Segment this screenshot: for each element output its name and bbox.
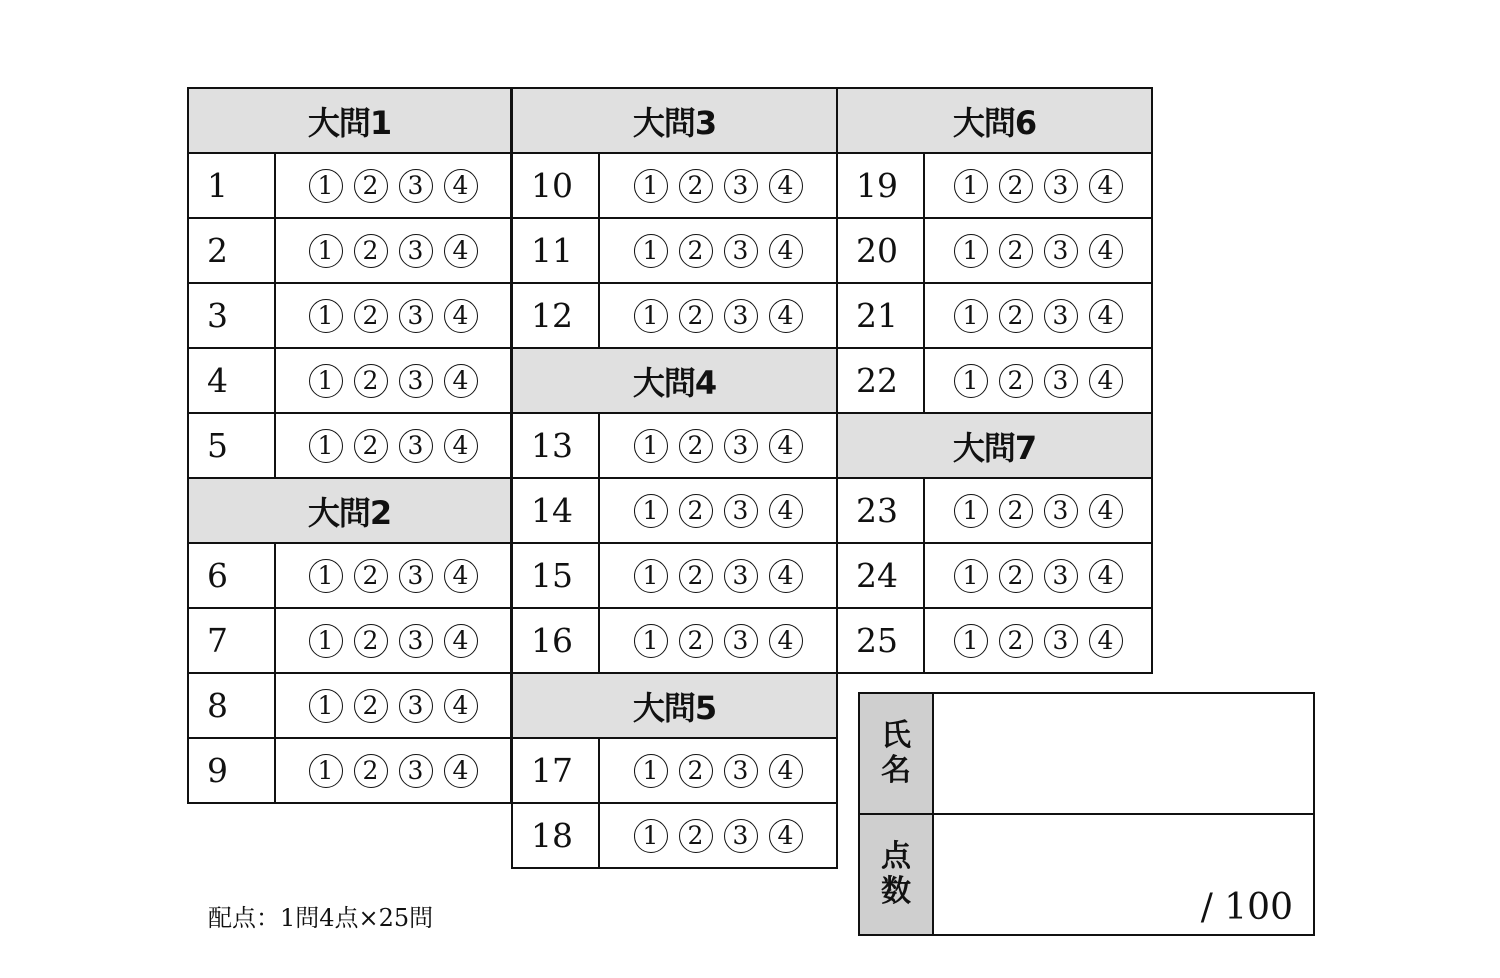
- answer-option-bubble[interactable]: 3: [399, 689, 433, 723]
- answer-options: [598, 217, 838, 284]
- answer-option-bubble[interactable]: 4: [444, 624, 478, 658]
- answer-option-bubble[interactable]: 4: [1089, 169, 1123, 203]
- answer-option-bubble[interactable]: 2: [999, 624, 1033, 658]
- question-number: 23: [836, 477, 925, 544]
- answer-options: [598, 737, 838, 804]
- answer-option-bubble[interactable]: 3: [724, 559, 758, 593]
- answer-option-bubble[interactable]: 2: [354, 429, 388, 463]
- question-number: 14: [511, 477, 600, 544]
- question-number: 7: [187, 607, 276, 674]
- answer-option-bubble[interactable]: 2: [354, 559, 388, 593]
- answer-options: [274, 607, 512, 674]
- answer-options: [923, 217, 1153, 284]
- scoring-note: 配点：1問4点×25問: [208, 904, 434, 932]
- name-label-char-1: 氏: [881, 718, 911, 753]
- answer-option-bubble[interactable]: 3: [399, 754, 433, 788]
- question-number: 13: [511, 412, 600, 479]
- answer-option-bubble[interactable]: 1: [954, 624, 988, 658]
- answer-option-bubble[interactable]: 3: [399, 169, 433, 203]
- answer-options: [274, 152, 512, 219]
- answer-option-bubble[interactable]: 1: [309, 754, 343, 788]
- answer-option-bubble[interactable]: 3: [724, 429, 758, 463]
- answer-options: [923, 347, 1153, 414]
- answer-option-bubble[interactable]: 2: [679, 819, 713, 853]
- answer-option-bubble[interactable]: 4: [769, 429, 803, 463]
- answer-option-bubble[interactable]: 4: [769, 559, 803, 593]
- answer-option-bubble[interactable]: 2: [354, 299, 388, 333]
- answer-option-bubble[interactable]: 3: [1044, 559, 1078, 593]
- answer-option-bubble[interactable]: 1: [954, 494, 988, 528]
- answer-option-bubble[interactable]: 2: [679, 234, 713, 268]
- answer-option-bubble[interactable]: 3: [399, 234, 433, 268]
- answer-option-bubble[interactable]: 1: [309, 689, 343, 723]
- question-number: 20: [836, 217, 925, 284]
- answer-option-bubble[interactable]: 3: [1044, 494, 1078, 528]
- answer-option-bubble[interactable]: 4: [444, 559, 478, 593]
- answer-option-bubble[interactable]: 2: [679, 624, 713, 658]
- answer-options: [923, 607, 1153, 674]
- answer-option-bubble[interactable]: 4: [1089, 624, 1123, 658]
- answer-option-bubble[interactable]: 4: [769, 624, 803, 658]
- answer-option-bubble[interactable]: 2: [354, 234, 388, 268]
- question-number: 18: [511, 802, 600, 869]
- answer-option-bubble[interactable]: 1: [309, 429, 343, 463]
- answer-option-bubble[interactable]: 4: [444, 689, 478, 723]
- answer-option-bubble[interactable]: 4: [1089, 494, 1123, 528]
- answer-option-bubble[interactable]: 3: [724, 169, 758, 203]
- answer-option-bubble[interactable]: 4: [1089, 299, 1123, 333]
- answer-option-bubble[interactable]: 4: [444, 299, 478, 333]
- question-number: 6: [187, 542, 276, 609]
- question-number: 9: [187, 737, 276, 804]
- answer-option-bubble[interactable]: 1: [634, 429, 668, 463]
- answer-option-bubble[interactable]: 2: [999, 234, 1033, 268]
- answer-option-bubble[interactable]: 1: [309, 559, 343, 593]
- answer-option-bubble[interactable]: 4: [1089, 234, 1123, 268]
- question-number: 25: [836, 607, 925, 674]
- answer-option-bubble[interactable]: 2: [679, 299, 713, 333]
- answer-options: [274, 412, 512, 479]
- answer-option-bubble[interactable]: 1: [634, 559, 668, 593]
- score-label: [858, 813, 934, 936]
- question-number: 15: [511, 542, 600, 609]
- answer-option-bubble[interactable]: 3: [724, 494, 758, 528]
- answer-options: [598, 542, 838, 609]
- answer-options: [923, 477, 1153, 544]
- answer-option-bubble[interactable]: 1: [634, 234, 668, 268]
- answer-options: [274, 217, 512, 284]
- answer-option-bubble[interactable]: 2: [679, 494, 713, 528]
- answer-option-bubble[interactable]: 4: [769, 819, 803, 853]
- answer-option-bubble[interactable]: 1: [309, 299, 343, 333]
- answer-option-bubble[interactable]: 4: [1089, 559, 1123, 593]
- score-label-char-1: 点: [881, 839, 911, 874]
- answer-option-bubble[interactable]: 4: [769, 169, 803, 203]
- answer-option-bubble[interactable]: 4: [444, 754, 478, 788]
- answer-option-bubble[interactable]: 1: [634, 754, 668, 788]
- answer-option-bubble[interactable]: 4: [769, 234, 803, 268]
- answer-options: [598, 477, 838, 544]
- question-number: 4: [187, 347, 276, 414]
- answer-option-bubble[interactable]: 3: [724, 299, 758, 333]
- answer-option-bubble[interactable]: 3: [399, 624, 433, 658]
- answer-options: [598, 607, 838, 674]
- answer-options: [598, 282, 838, 349]
- answer-option-bubble[interactable]: 3: [399, 429, 433, 463]
- answer-options: [274, 542, 512, 609]
- answer-option-bubble[interactable]: 3: [724, 234, 758, 268]
- question-number: 17: [511, 737, 600, 804]
- answer-option-bubble[interactable]: 2: [354, 169, 388, 203]
- answer-options: [598, 152, 838, 219]
- question-number: 24: [836, 542, 925, 609]
- section-header: 大問6: [836, 87, 1153, 154]
- answer-option-bubble[interactable]: 1: [634, 299, 668, 333]
- answer-option-bubble[interactable]: 2: [679, 169, 713, 203]
- answer-option-bubble[interactable]: 1: [634, 169, 668, 203]
- answer-option-bubble[interactable]: 4: [1089, 364, 1123, 398]
- score-total: / 100: [1200, 887, 1293, 928]
- answer-option-bubble[interactable]: 1: [954, 169, 988, 203]
- answer-option-bubble[interactable]: 2: [354, 689, 388, 723]
- answer-option-bubble[interactable]: 3: [1044, 624, 1078, 658]
- score-label-char-2: 数: [881, 873, 911, 909]
- answer-options: [598, 802, 838, 869]
- answer-option-bubble[interactable]: 4: [769, 494, 803, 528]
- answer-option-bubble[interactable]: 2: [999, 299, 1033, 333]
- answer-options: [923, 282, 1153, 349]
- answer-option-bubble[interactable]: 1: [309, 624, 343, 658]
- answer-option-bubble[interactable]: 1: [954, 559, 988, 593]
- answer-option-bubble[interactable]: 1: [954, 364, 988, 398]
- name-field[interactable]: [932, 692, 1315, 815]
- question-number: 11: [511, 217, 600, 284]
- answer-options: [274, 672, 512, 739]
- answer-option-bubble[interactable]: 1: [634, 624, 668, 658]
- answer-option-bubble[interactable]: 2: [354, 754, 388, 788]
- answer-option-bubble[interactable]: 2: [679, 559, 713, 593]
- answer-option-bubble[interactable]: 4: [444, 429, 478, 463]
- section-header: 大問7: [836, 412, 1153, 479]
- answer-option-bubble[interactable]: 4: [444, 169, 478, 203]
- question-number: 2: [187, 217, 276, 284]
- answer-option-bubble[interactable]: 1: [634, 819, 668, 853]
- question-number: 12: [511, 282, 600, 349]
- answer-option-bubble[interactable]: 3: [1044, 234, 1078, 268]
- answer-option-bubble[interactable]: 3: [399, 299, 433, 333]
- answer-option-bubble[interactable]: 1: [954, 299, 988, 333]
- answer-option-bubble[interactable]: 3: [1044, 364, 1078, 398]
- answer-option-bubble[interactable]: 3: [724, 819, 758, 853]
- question-number: 1: [187, 152, 276, 219]
- answer-options: [923, 542, 1153, 609]
- answer-option-bubble[interactable]: 3: [724, 624, 758, 658]
- score-field[interactable]: [932, 813, 1315, 936]
- answer-options: [274, 282, 512, 349]
- answer-options: [274, 347, 512, 414]
- answer-option-bubble[interactable]: 2: [999, 169, 1033, 203]
- section-header: 大問3: [511, 87, 838, 154]
- answer-option-bubble[interactable]: 2: [679, 429, 713, 463]
- answer-options: [274, 737, 512, 804]
- question-number: 22: [836, 347, 925, 414]
- question-number: 19: [836, 152, 925, 219]
- answer-option-bubble[interactable]: 2: [354, 624, 388, 658]
- question-number: 8: [187, 672, 276, 739]
- answer-option-bubble[interactable]: 4: [444, 234, 478, 268]
- answer-option-bubble[interactable]: 2: [679, 754, 713, 788]
- section-header: 大問4: [511, 347, 838, 414]
- answer-option-bubble[interactable]: 3: [1044, 299, 1078, 333]
- answer-option-bubble[interactable]: 1: [309, 364, 343, 398]
- question-number: 21: [836, 282, 925, 349]
- question-number: 16: [511, 607, 600, 674]
- answer-option-bubble[interactable]: 1: [309, 234, 343, 268]
- answer-option-bubble[interactable]: 1: [954, 234, 988, 268]
- answer-option-bubble[interactable]: 2: [999, 494, 1033, 528]
- section-header: 大問2: [187, 477, 512, 544]
- section-header: 大問5: [511, 672, 838, 739]
- question-number: 10: [511, 152, 600, 219]
- answer-option-bubble[interactable]: 1: [634, 494, 668, 528]
- answer-option-bubble[interactable]: 3: [399, 364, 433, 398]
- answer-option-bubble[interactable]: 4: [444, 364, 478, 398]
- answer-option-bubble[interactable]: 2: [999, 559, 1033, 593]
- answer-option-bubble[interactable]: 2: [354, 364, 388, 398]
- answer-option-bubble[interactable]: 3: [724, 754, 758, 788]
- name-label: [858, 692, 934, 815]
- answer-option-bubble[interactable]: 4: [769, 299, 803, 333]
- answer-option-bubble[interactable]: 3: [1044, 169, 1078, 203]
- question-number: 3: [187, 282, 276, 349]
- answer-options: [598, 412, 838, 479]
- question-number: 5: [187, 412, 276, 479]
- answer-options: [923, 152, 1153, 219]
- section-header: 大問1: [187, 87, 512, 154]
- answer-option-bubble[interactable]: 3: [399, 559, 433, 593]
- answer-option-bubble[interactable]: 2: [999, 364, 1033, 398]
- name-label-char-2: 名: [881, 752, 911, 788]
- answer-option-bubble[interactable]: 4: [769, 754, 803, 788]
- answer-option-bubble[interactable]: 1: [309, 169, 343, 203]
